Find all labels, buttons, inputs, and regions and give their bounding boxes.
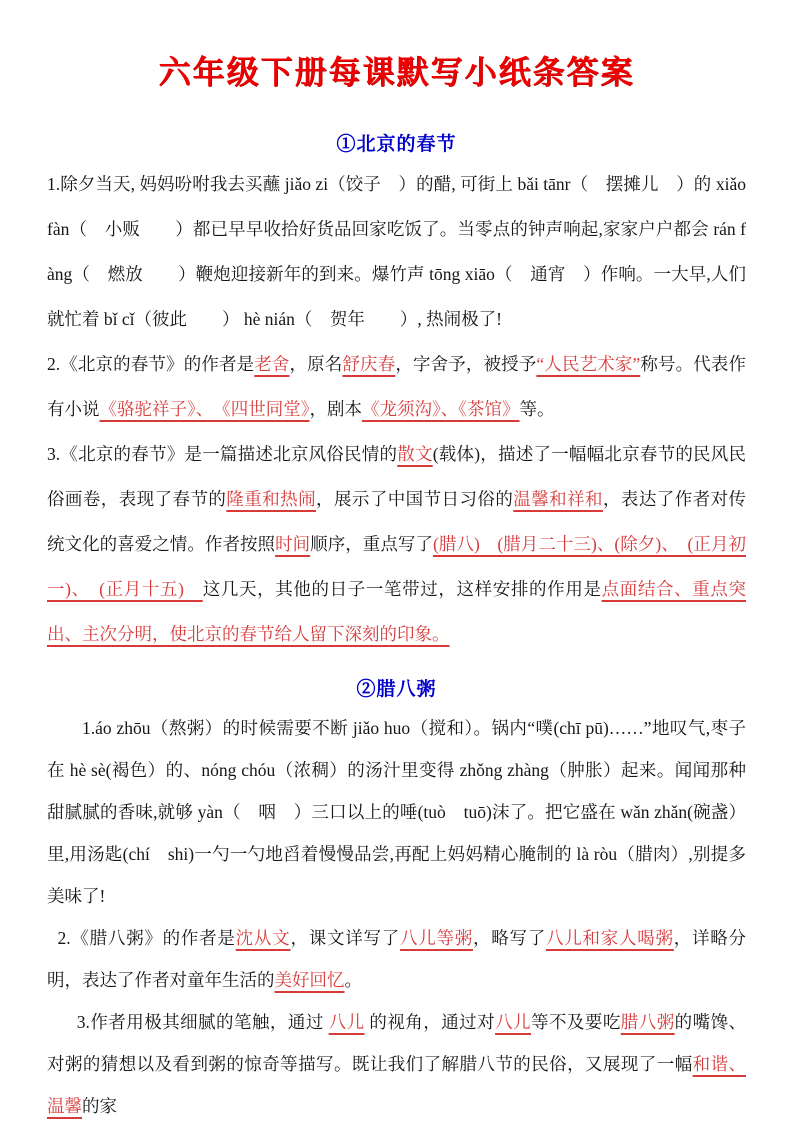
paragraph-2-3 xyxy=(47,1001,746,1127)
body-text: ，表达了作者对传统文化的喜爱之情。作者按照 xyxy=(47,489,747,554)
section-heading-2: ②腊八粥 xyxy=(356,679,437,700)
answer-text: 散文 xyxy=(397,444,433,464)
body-text: 等不及要吃 xyxy=(531,1012,621,1032)
body-text: 3.作者用极其细腻的笔触，通过 xyxy=(76,1012,329,1032)
body-text: 的家 xyxy=(82,1096,117,1116)
body-text: 的嘴馋、对粥的猜想以及看到粥的惊奇等描写。既让我们了解腊八节的民俗，又展现了一幅 xyxy=(47,1012,747,1074)
answer-text: 腊八粥 xyxy=(620,1012,675,1032)
body-text: 称号。代表作有小说 xyxy=(47,354,747,419)
body-text: ，课文详写了 xyxy=(290,928,400,948)
body-text: 的视角，通过对 xyxy=(364,1012,496,1032)
answer-text: (腊八) (腊月二十三)、(除夕)、 (正月初一)、 (正月十五) xyxy=(47,534,747,599)
body-text: ，原名 xyxy=(289,354,343,374)
answer-text: 老舍 xyxy=(254,354,290,374)
body-text: ，详略分明，表达了作者对童年生活的 xyxy=(47,928,747,990)
doc-title: 六年级下册每课默写小纸条答案 xyxy=(158,54,635,90)
answer-text: 沈从文 xyxy=(235,928,291,948)
answer-text: 时间 xyxy=(275,534,311,554)
body-text: 3.《北京的春节》是一篇描述北京风俗民情的 xyxy=(47,444,398,464)
answer-text: 八儿 xyxy=(495,1012,531,1032)
paragraph-2-2 xyxy=(47,917,746,1001)
paragraph-1-2 xyxy=(47,342,746,432)
answer-text: 点面结合、重点突出、主次分明，使北京的春节给人留下深刻的印象。 xyxy=(47,579,747,644)
body-text: ，展示了中国节日习俗的 xyxy=(316,489,514,509)
paragraph-2-1 xyxy=(47,707,746,917)
body-text: 2.《北京的春节》的作者是 xyxy=(47,354,255,374)
body-text: ，字舍予，被授予 xyxy=(395,354,537,374)
body-text: 1.除夕当天, 妈妈吩咐我去买蘸 jiǎo zi（饺子 ）的醋, 可街上 bǎi tānr（ 摆摊儿 ）的 xiǎo fàn（ 小贩 ）都已早早收拾好货品回家吃饭了。当零点的钟声响起,家家户户都会 rán fàng（ 燃放 ）鞭炮迎接新年的到来。爆竹声 tōng xiāo（ 通宵 ）作响。一大早,人们就忙着 bǐ cǐ（彼此 ） hè nián（ 贺年 ）, 热闹极了! xyxy=(47,174,746,329)
answer-text: 美好回忆 xyxy=(274,970,345,990)
body-text: 2.《腊八粥》的作者是 xyxy=(57,928,236,948)
body-text: ，略写了 xyxy=(472,928,546,948)
answer-text: 八儿等粥 xyxy=(399,928,473,948)
answer-text: 《龙须沟》、《茶馆》 xyxy=(362,399,520,419)
answer-text: 隆重和热闹 xyxy=(226,489,317,509)
paragraph-1-1 xyxy=(47,162,746,342)
body-text: 1.áo zhōu（熬粥）的时候需要不断 jiǎo huo（搅和）。锅内“噗(chī pū)……”地叹气,枣子在 hè sè(褐色）的、nóng chóu（浓稠）的汤汁里变得 zhǒng zhàng（肿胀）起来。闻闻那种甜腻腻的香味,就够 yàn（ 咽 ）三口以上的唾(tuò tuō)沫了。把它盛在 wǎn zhǎn(碗盏）里,用汤匙(chí shi)一勺一勺地舀着慢慢品尝,再配上妈妈精心腌制的 là ròu（腊肉）,别提多美味了! xyxy=(47,718,746,906)
section-heading-1: ①北京的春节 xyxy=(336,134,457,155)
body-text: 这几天，其他的日子一笔带过，这样安排的作用是 xyxy=(202,579,602,599)
answer-text: 温馨和祥和 xyxy=(513,489,603,509)
body-text: (载体)，描述了一幅幅北京春节的民风民俗画卷，表现了春节的 xyxy=(47,444,747,509)
answer-text: 八儿和家人喝粥 xyxy=(546,928,674,948)
body-text: 顺序，重点写了 xyxy=(310,534,433,554)
answer-text: 《骆驼祥子》、 《四世同堂》 xyxy=(99,399,310,419)
section-laba-porridge xyxy=(47,677,746,1127)
body-text: ，剧本 xyxy=(309,399,362,419)
section-beijing-spring-festival xyxy=(47,132,746,657)
paragraph-1-3 xyxy=(47,432,746,657)
answer-text: 和谐、温馨 xyxy=(47,1054,747,1116)
answer-text: 舒庆春 xyxy=(342,354,396,374)
body-text: 等。 xyxy=(519,399,555,419)
answer-text: “人民艺术家” xyxy=(536,354,641,374)
answer-text: 八儿 xyxy=(328,1012,365,1032)
body-text: 。 xyxy=(344,970,362,990)
